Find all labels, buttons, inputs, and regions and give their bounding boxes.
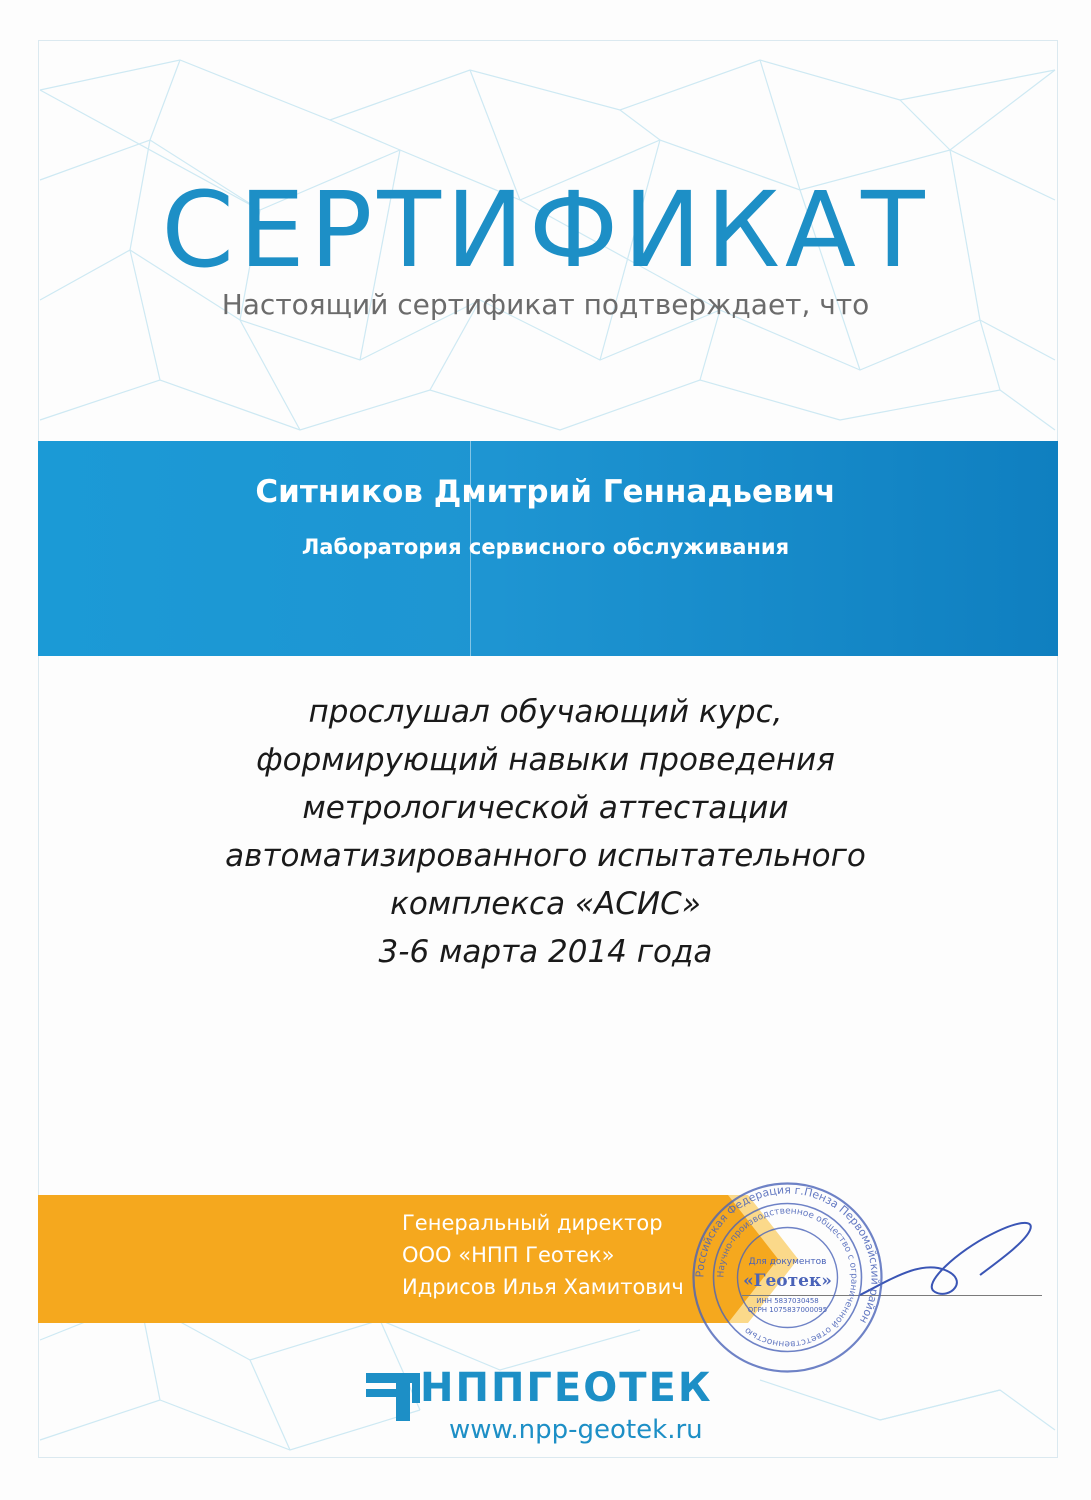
course-date: 3-6 марта 2014 года [378,934,713,970]
seal-inn: ИНН 5837030458 [756,1297,819,1305]
course-line: прослушал обучающий курс, [308,694,783,730]
seal-purpose: Для документов [748,1257,827,1267]
company-website: www.npp-geotek.ru [449,1415,703,1445]
signatory-position: Генеральный директор [402,1211,663,1235]
signatory-name: Идрисов Илья Хамитович [402,1275,684,1299]
course-line: метрологической аттестации [302,790,789,826]
course-line: комплекса «АСИС» [390,886,701,922]
course-description [0,688,1091,976]
holder-name: Ситников Дмитрий Геннадьевич [255,474,836,510]
seal-outer-text: Российская Федерация г.Пенза Первомайский район [693,1183,882,1326]
company-seal [690,1180,885,1375]
course-line: автоматизированного испытательного [225,838,866,874]
certificate-subtitle: Настоящий сертификат подтверждает, что [221,288,870,321]
certificate-title: СЕРТИФИКАТ [161,169,930,291]
company-logo-text: НППГЕОТЕК [420,1365,713,1411]
seal-center: «Геотек» [743,1271,832,1291]
signatory-block [402,1207,684,1303]
seal-middle-text: Научно-производственное общество с ограниченной ответственностью [716,1206,859,1349]
holder-department: Лаборатория сервисного обслуживания [301,535,790,559]
signatory-company: ООО «НПП Геотек» [402,1243,615,1267]
course-line: формирующий навыки проведения [256,742,835,778]
seal-ogrn: ОГРН 1075837000095 [747,1306,828,1314]
